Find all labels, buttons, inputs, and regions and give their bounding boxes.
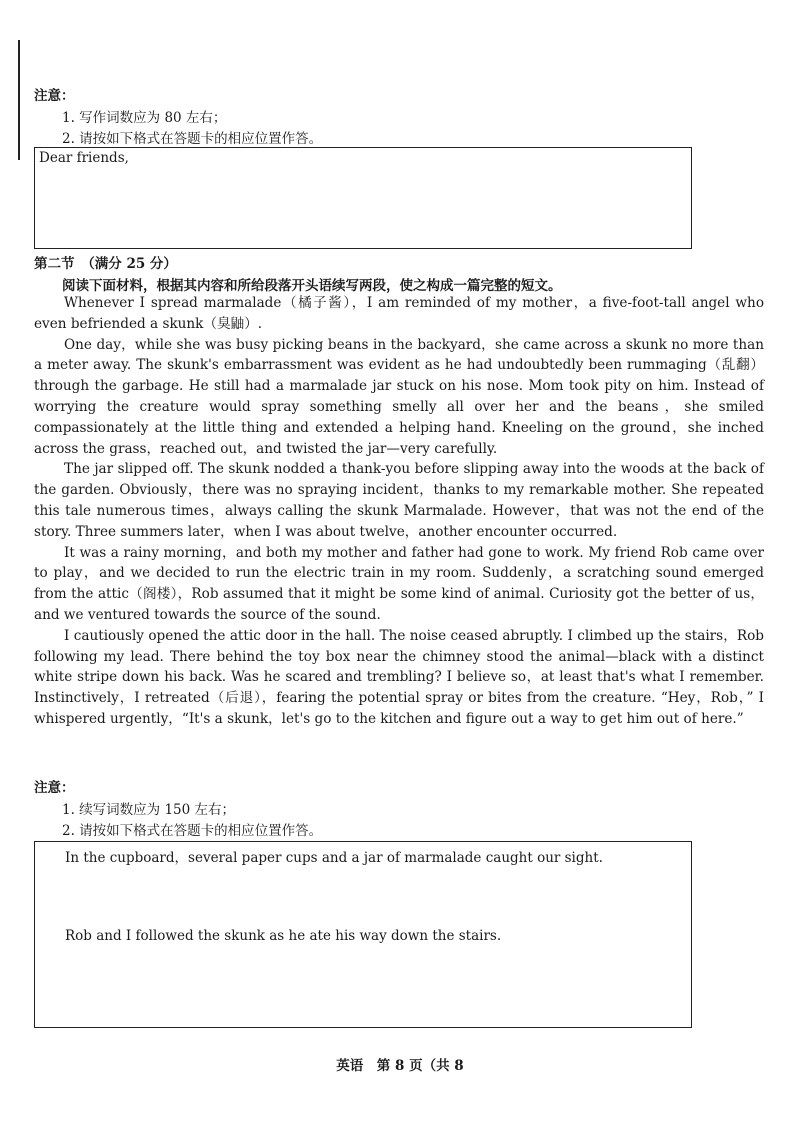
note2-item-1: 1. 续写词数应为 150 左右；: [62, 802, 236, 818]
note1-heading: 注意：: [34, 88, 75, 104]
section-2-instruction: 阅读下面材料，根据其内容和所给段落开头语续写两段，使之构成一篇完整的短文。: [62, 278, 562, 294]
note1-item-2: 2. 请按如下格式在答题卡的相应位置作答。: [62, 131, 323, 147]
answer-box-2: [34, 841, 692, 1028]
story-paragraph: Whenever I spread marmalade（橘子酱），I am reminded of my mother，a five-foot-tall angel who even befriended a skunk（臭鼬）.: [34, 295, 764, 332]
story-passage: [34, 293, 764, 730]
section-2-title: 第二节 （满分 25 分）: [34, 256, 177, 272]
continuation-opening-2: Rob and I followed the skunk as he ate his way down the stairs.: [65, 928, 502, 944]
answer-box-1: [34, 147, 692, 249]
note1-item-1: 1. 写作词数应为 80 左右；: [62, 110, 227, 126]
story-paragraph: One day，while she was busy picking beans in the backyard，she came across a skunk no more than a meter away. The skunk's embarrassment was evident as he had undoubtedly been rummaging（乱翻）through the garbage. He still had a marmalade jar stuck on his nose. Mom took pity on him. Instead of worrying the creature would spray something smelly all over her and the beans，she smiled compassionately at the little thing and extended a helping hand. Kneeling on the ground，she inched across the grass，reached out，and twisted the jar—very carefully.: [34, 336, 764, 457]
story-paragraph: It was a rainy morning，and both my mother and father had gone to work. My friend Rob came over to play，and we decided to run the electric train in my room. Suddenly，a scratching sound emerged from the attic（阁楼），Rob assumed that it might be some kind of animal. Curiosity got the better of us，and we ventured towards the source of the sound.: [34, 544, 764, 623]
continuation-opening-1: In the cupboard，several paper cups and a jar of marmalade caught our sight.: [65, 850, 603, 866]
answer-box-1-text: Dear friends,: [39, 150, 129, 166]
story-paragraph: I cautiously opened the attic door in the hall. The noise ceased abruptly. I climbed up the stairs，Rob following my lead. There behind the toy box near the chimney stood the animal—black with a distinct white stripe down his back. Was he scared and trembling? I believe so，at least that's what I remember. Instinctively，I retreated（后退），fearing the potential spray or bites from the creature. “Hey，Rob，” I whispered urgently，“It's a skunk，let's go to the kitchen and figure out a way to get him out of here.”: [34, 627, 764, 727]
page-footer: 英语 第 8 页（共 8: [336, 1058, 464, 1074]
story-paragraph: The jar slipped off. The skunk nodded a thank-you before slipping away into the woods at the back of the garden. Obviously，there was no spraying incident，thanks to my remarkable mother. She repeated this tale numerous times，always calling the skunk Marmalade. However，that was not the end of the story. Three summers later，when I was about twelve，another encounter occurred.: [34, 461, 764, 540]
note2-item-2: 2. 请按如下格式在答题卡的相应位置作答。: [62, 823, 323, 839]
binding-margin-line: [18, 40, 20, 160]
note2-heading: 注意：: [34, 780, 75, 796]
